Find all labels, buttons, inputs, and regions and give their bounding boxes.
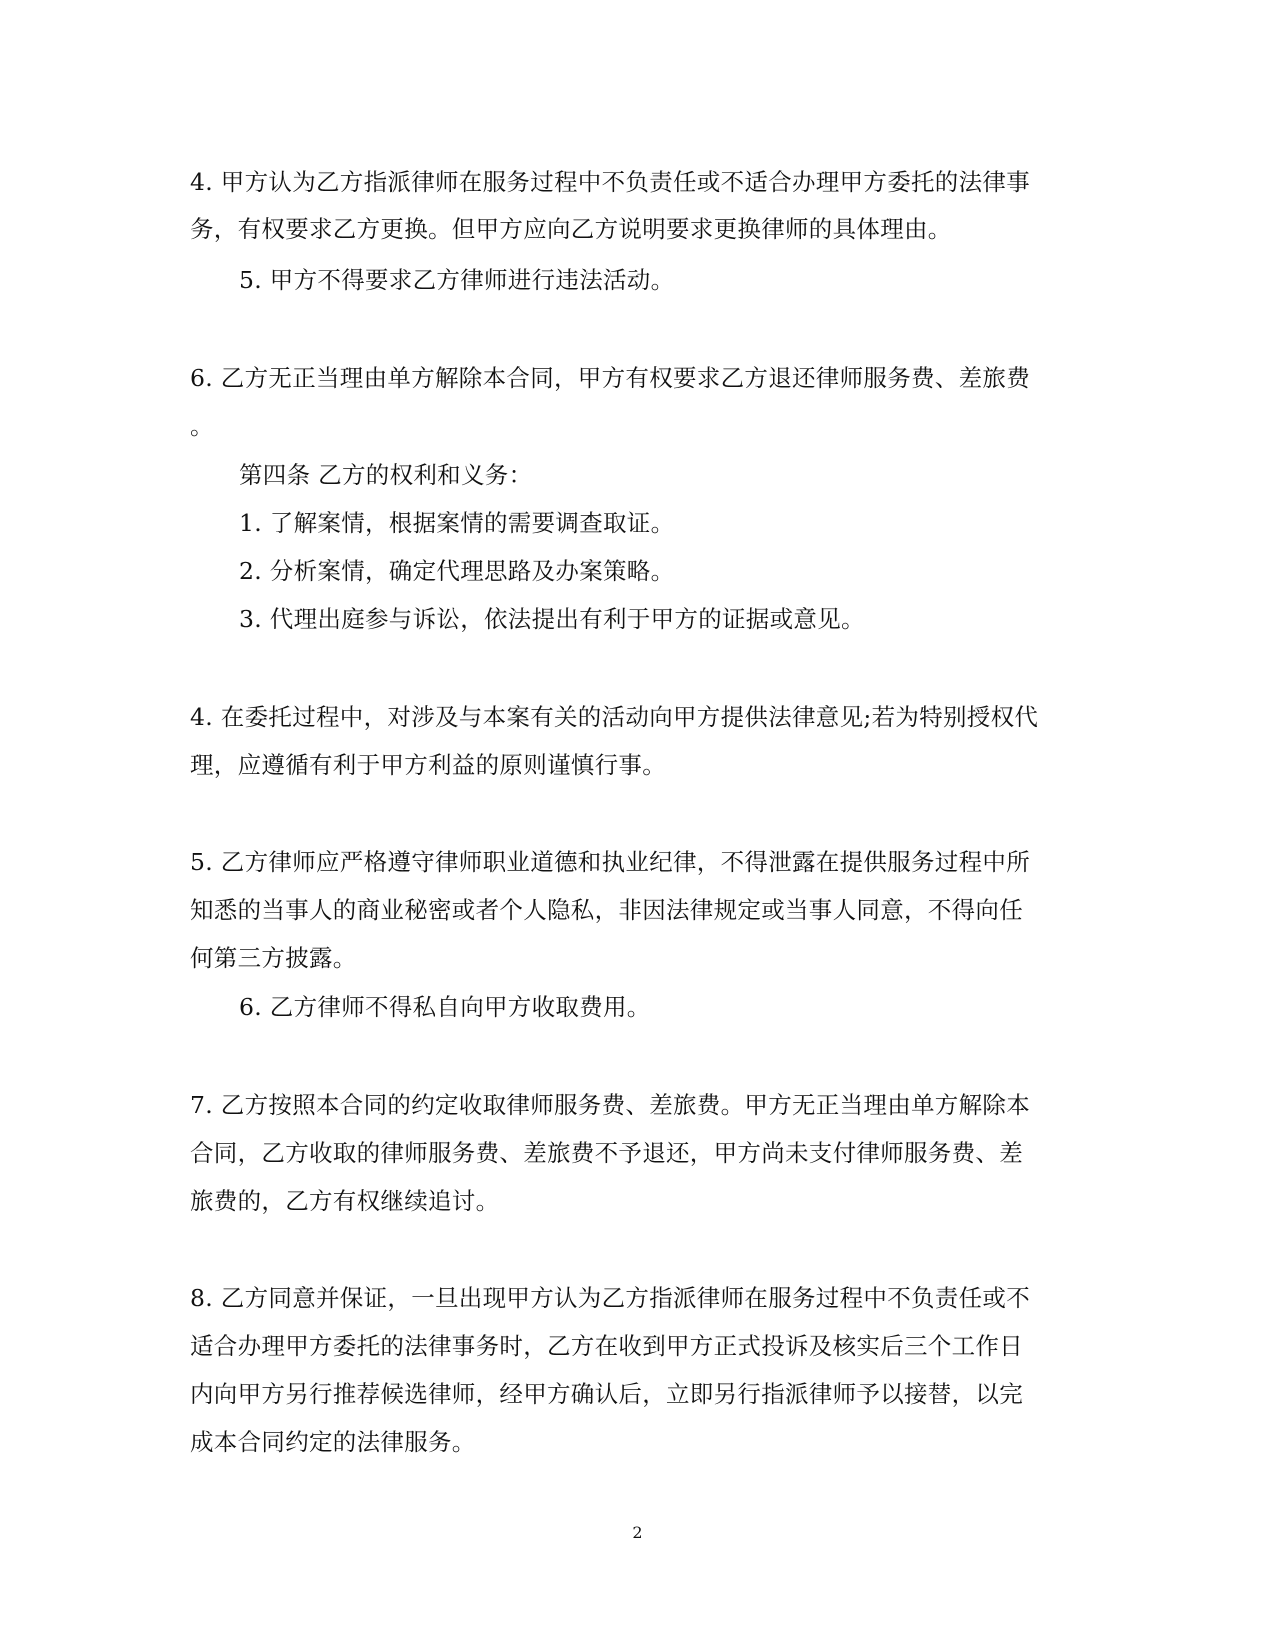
- paragraph-line: 4. 在委托过程中，对涉及与本案有关的活动向甲方提供法律意见;若为特别授权代: [190, 703, 1039, 731]
- paragraph-line: 内向甲方另行推荐候选律师，经甲方确认后，立即另行指派律师予以接替，以完: [190, 1380, 1023, 1408]
- section-heading: 第四条 乙方的权利和义务：: [239, 461, 533, 489]
- paragraph-line: 5. 甲方不得要求乙方律师进行违法活动。: [239, 266, 675, 294]
- paragraph-line: 6. 乙方无正当理由单方解除本合同，甲方有权要求乙方退还律师服务费、差旅费: [190, 364, 1030, 392]
- paragraph-line: 3. 代理出庭参与诉讼，依法提出有利于甲方的证据或意见。: [239, 605, 865, 633]
- paragraph-line: 成本合同约定的法律服务。: [190, 1428, 476, 1456]
- paragraph-line: 2. 分析案情，确定代理思路及办案策略。: [239, 557, 675, 585]
- paragraph-line: 知悉的当事人的商业秘密或者个人隐私，非因法律规定或当事人同意，不得向任: [190, 896, 1023, 924]
- paragraph-line: 1. 了解案情，根据案情的需要调查取证。: [239, 509, 675, 537]
- paragraph-line: 适合办理甲方委托的法律事务时，乙方在收到甲方正式投诉及核实后三个工作日: [190, 1332, 1023, 1360]
- paragraph-line: 7. 乙方按照本合同的约定收取律师服务费、差旅费。甲方无正当理由单方解除本: [190, 1091, 1030, 1119]
- paragraph-line: 务，有权要求乙方更换。但甲方应向乙方说明要求更换律师的具体理由。: [190, 215, 952, 243]
- paragraph-line: 何第三方披露。: [190, 944, 357, 972]
- paragraph-line: 8. 乙方同意并保证，一旦出现甲方认为乙方指派律师在服务过程中不负责任或不: [190, 1284, 1030, 1312]
- paragraph-line: 旅费的，乙方有权继续追讨。: [190, 1187, 500, 1215]
- paragraph-line: 。: [190, 412, 214, 440]
- paragraph-line: 5. 乙方律师应严格遵守律师职业道德和执业纪律，不得泄露在提供服务过程中所: [190, 848, 1030, 876]
- page-number: 2: [632, 1523, 643, 1542]
- paragraph-line: 合同，乙方收取的律师服务费、差旅费不予退还，甲方尚未支付律师服务费、差: [190, 1139, 1023, 1167]
- paragraph-line: 理，应遵循有利于甲方利益的原则谨慎行事。: [190, 751, 666, 779]
- paragraph-line: 4. 甲方认为乙方指派律师在服务过程中不负责任或不适合办理甲方委托的法律事: [190, 168, 1030, 196]
- paragraph-line: 6. 乙方律师不得私自向甲方收取费用。: [239, 993, 651, 1021]
